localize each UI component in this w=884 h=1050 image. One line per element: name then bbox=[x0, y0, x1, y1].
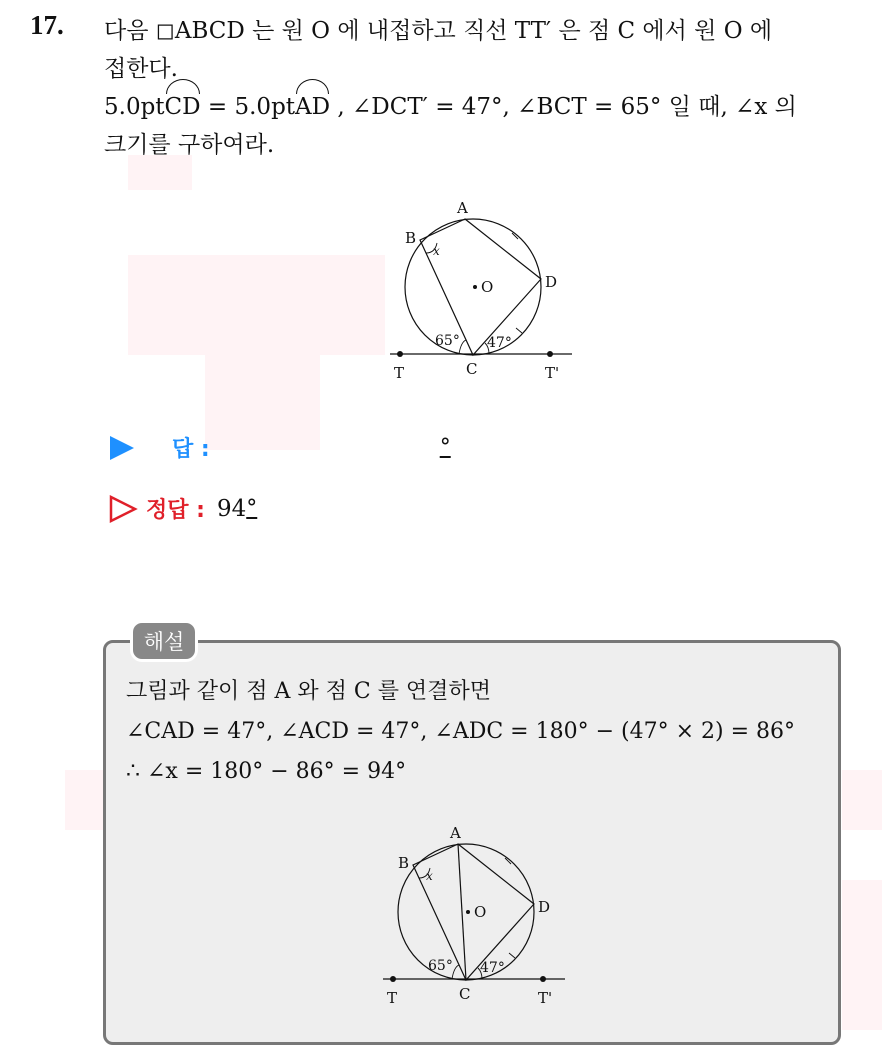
answer-row bbox=[108, 432, 451, 463]
condition-equals: = 5.0pt bbox=[200, 94, 296, 120]
label-d: D bbox=[545, 273, 558, 291]
condition-angles: , ∠DCT′ = 47°, ∠BCT = 65° 일 때, ∠x 의 bbox=[330, 94, 797, 120]
point-o bbox=[466, 910, 470, 914]
label-c: C bbox=[466, 360, 478, 378]
question-figure bbox=[385, 195, 585, 385]
watermark-patch bbox=[128, 255, 385, 355]
angle-x-label: x bbox=[426, 869, 433, 883]
condition-prefix: 5.0pt bbox=[104, 94, 165, 120]
label-t-prime: T' bbox=[538, 989, 553, 1007]
label-o: O bbox=[481, 278, 494, 296]
solution-line-1: 그림과 같이 점 A 와 점 C 를 연결하면 bbox=[126, 679, 491, 704]
question-line-2: 접한다. bbox=[104, 56, 178, 82]
label-d: D bbox=[538, 898, 551, 916]
tick-mark-cd bbox=[509, 953, 515, 958]
watermark-patch bbox=[65, 770, 105, 830]
solution-line-3: ∴ ∠x = 180° − 86° = 94° bbox=[126, 759, 407, 784]
point-o bbox=[473, 285, 477, 289]
question-line-4: 크기를 구하여라. bbox=[104, 132, 275, 158]
angle-x-label: x bbox=[433, 244, 440, 258]
answer-unit: ° bbox=[439, 435, 451, 460]
correct-answer-unit: ° bbox=[246, 496, 258, 521]
angle-65-label: 65° bbox=[435, 333, 460, 349]
correct-answer-label: 정답 : bbox=[146, 498, 205, 523]
label-c: C bbox=[459, 985, 471, 1003]
arc-ad: AD bbox=[295, 88, 330, 126]
play-icon bbox=[108, 435, 136, 461]
answer-label: 답 : bbox=[172, 437, 210, 462]
angle-65-label: 65° bbox=[428, 958, 453, 974]
correct-answer-value: 94 bbox=[216, 495, 247, 522]
point-t-prime bbox=[547, 351, 553, 357]
diagonal-ac bbox=[458, 844, 466, 980]
angle-65-arc bbox=[452, 965, 459, 979]
watermark-patch bbox=[842, 880, 882, 1030]
label-t-prime: T' bbox=[545, 364, 560, 382]
question-number: 17. bbox=[30, 10, 64, 40]
label-a: A bbox=[450, 824, 461, 842]
label-o: O bbox=[474, 903, 487, 921]
watermark-patch bbox=[842, 770, 882, 830]
correct-answer-row bbox=[108, 493, 257, 524]
angle-65-arc bbox=[459, 340, 466, 354]
label-a: A bbox=[457, 199, 468, 217]
play-outline-icon bbox=[108, 495, 138, 523]
angle-47-label: 47° bbox=[487, 335, 512, 351]
arc-cd: CD bbox=[165, 88, 201, 126]
tick-mark-cd bbox=[516, 328, 522, 333]
point-t-prime bbox=[540, 976, 546, 982]
label-t: T bbox=[394, 364, 405, 382]
question-line-1: 다음 ◻ABCD 는 원 O 에 내접하고 직선 TT′ 은 점 C 에서 원 O 에 bbox=[104, 18, 773, 44]
label-b: B bbox=[398, 854, 410, 872]
answer-input[interactable] bbox=[210, 434, 440, 462]
point-t bbox=[397, 351, 403, 357]
label-b: B bbox=[405, 229, 417, 247]
angle-47-label: 47° bbox=[480, 960, 505, 976]
question-line-3 bbox=[104, 88, 864, 126]
solution-tab: 해설 bbox=[130, 620, 198, 662]
solution-line-2: ∠CAD = 47°, ∠ACD = 47°, ∠ADC = 180° − (47° × 2) = 86° bbox=[126, 719, 796, 744]
point-t bbox=[390, 976, 396, 982]
label-t: T bbox=[387, 989, 398, 1007]
solution-figure bbox=[378, 820, 578, 1010]
question-text bbox=[104, 12, 864, 164]
